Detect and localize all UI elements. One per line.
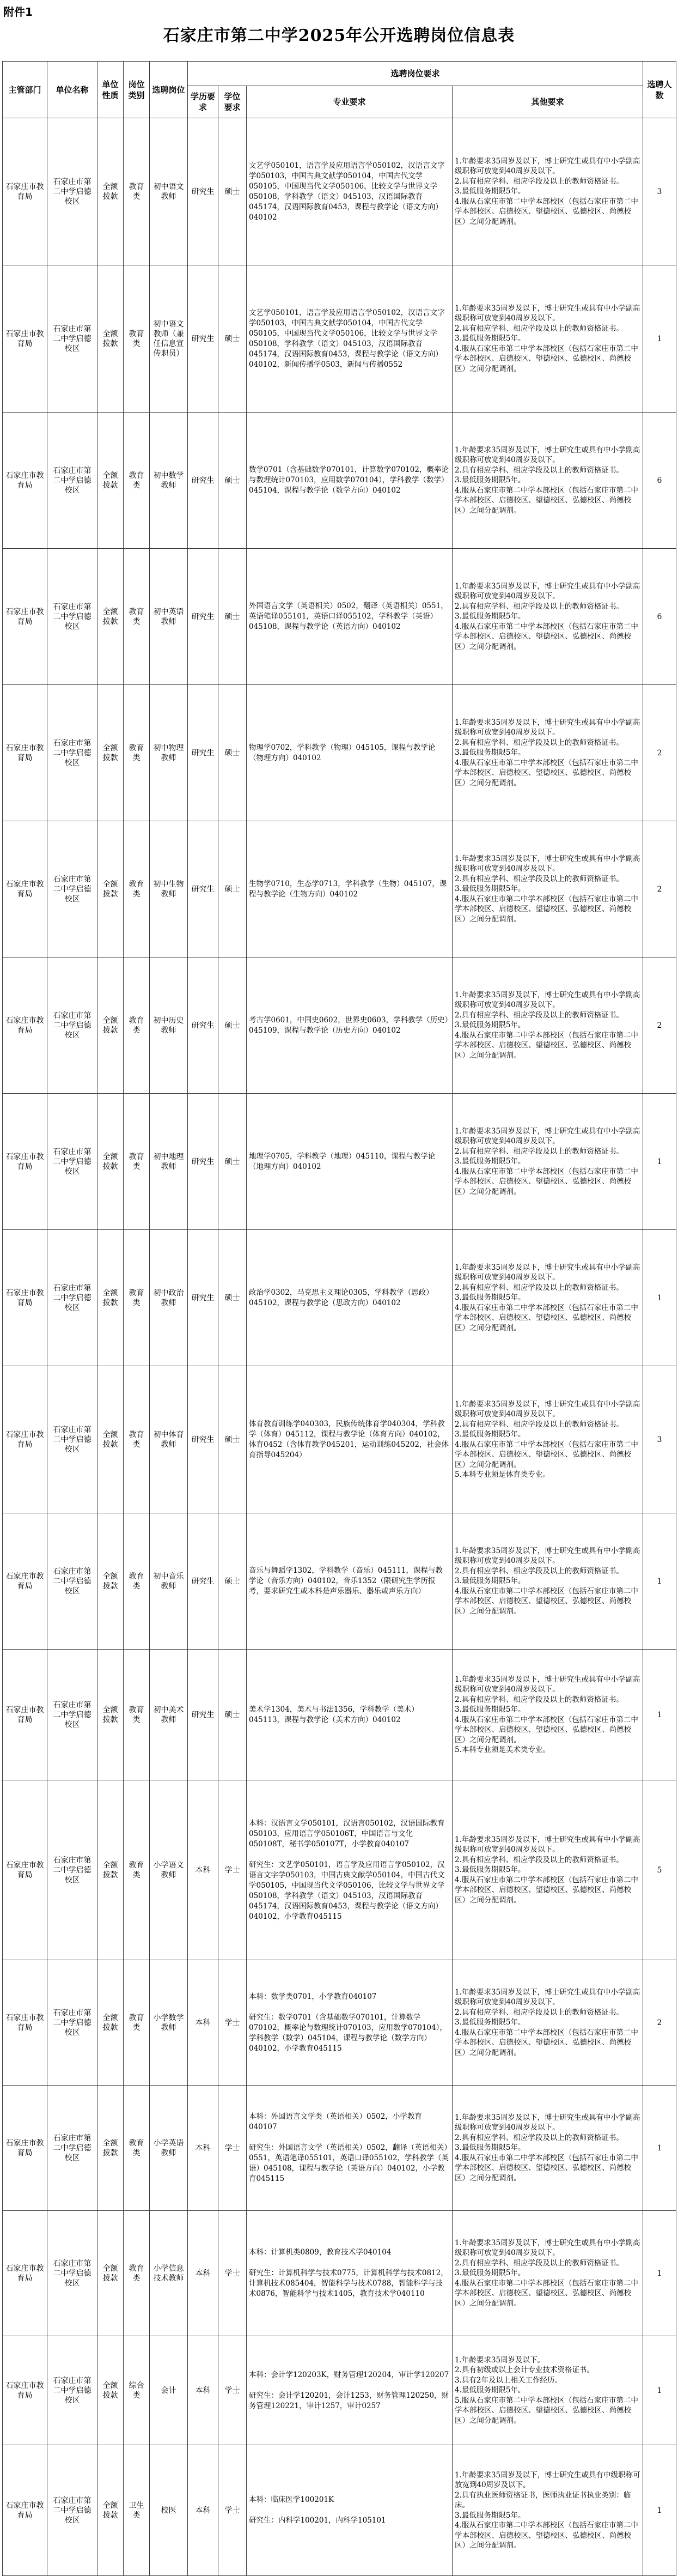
cell-post: 初中历史教师 [150,957,188,1094]
cell-post: 初中语文教师（兼任信息宣传职员） [150,265,188,413]
header-requirements: 选聘岗位要求 [188,62,643,86]
cell-dept: 石家庄市教育局 [3,2336,47,2445]
cell-nature: 全额拨款 [97,821,124,957]
cell-degree: 学士 [218,1960,247,2086]
table-row [3,1230,676,1366]
cell-other: 1.年龄要求35周岁及以下，博士研究生或具有中小学副高级职称可放宽到40周岁及以下。 2.具有相应学科、相应学段及以上的教师资格证书。 3.最低服务期限5年。 4.服从石家庄市第二中学本部校区（包括石家庄市第二中学本部校区、启德校区、望德校区、弘德校区、尚德校区）之间分配调剂。 [453,1230,643,1366]
cell-nature: 全额拨款 [97,1094,124,1230]
cell-count: 2 [643,1960,676,2086]
cell-major: 本科：汉语言文学050101，汉语言050102，汉语国际教育050103，应用语言学050106T，中国语言与文化050108T，秘书学050107T，小学教育040107 研究生：文艺学050101，语言学及应用语言学050102，汉语言文字学050103，中国古典文献学050104，中国古代文学050105，中国现当代文学050106，比较文学与世界文学050108，学科教学（语文）045103，汉语国际教育045174，汉语国际教育0453，课程与教学论（语文方向）040102，小学教育045115 [247,1780,453,1960]
cell-dept: 石家庄市教育局 [3,1650,47,1780]
cell-post: 初中政治教师 [150,1230,188,1366]
cell-major: 地理学0705，学科教学（地理）045110，课程与教学论（地理方向）040102 [247,1094,453,1230]
cell-dept: 石家庄市教育局 [3,685,47,821]
cell-post: 初中地理教师 [150,1094,188,1230]
cell-education: 本科 [188,2086,218,2211]
cell-count: 6 [643,549,676,685]
cell-nature: 全额拨款 [97,265,124,413]
cell-degree: 学士 [218,2336,247,2445]
cell-major: 本科：外国语言文学类（英语相关）0502，小学教育040107 研究生：外国语言文学（英语相关）0502，翻译（英语相关）0551，英语笔译055101，英语口译055102，学科教学（英语）045108，课程与教学论（英语方向）040102，小学教育045115 [247,2086,453,2211]
cell-post: 会计 [150,2336,188,2445]
cell-education: 研究生 [188,549,218,685]
cell-education: 研究生 [188,1650,218,1780]
cell-post: 校医 [150,2445,188,2576]
cell-category: 教育类 [124,1230,150,1366]
cell-category: 教育类 [124,685,150,821]
cell-other: 1.年龄要求35周岁及以下，博士研究生或具有中小学副高级职称可放宽到40周岁及以下。 2.具有相应学科、相应学段及以上的教师资格证书。 3.最低服务期限5年。 4.服从石家庄市第二中学本部校区（包括石家庄市第二中学本部校区、启德校区、望德校区、弘德校区、尚德校区）之间分配调剂。 [453,265,643,413]
cell-count: 3 [643,118,676,265]
cell-category: 教育类 [124,265,150,413]
cell-unit: 石家庄市第二中学启德校区 [47,1960,97,2086]
cell-category: 教育类 [124,1960,150,2086]
cell-major: 体育教育训练学040303，民族传统体育学040304，学科教学（体育）045112，课程与教学论（体育方向）040102，体育0452（含体育教学045201，运动训练045202，社会体育指导045204） [247,1366,453,1513]
cell-category: 教育类 [124,1094,150,1230]
cell-count: 1 [643,1230,676,1366]
cell-education: 本科 [188,2336,218,2445]
table-row [3,1960,676,2086]
cell-degree: 硕士 [218,685,247,821]
cell-nature: 全额拨款 [97,685,124,821]
cell-major: 考古学0601，中国史0602，世界史0603，学科教学（历史）045109，课程与教学论（历史方向）040102 [247,957,453,1094]
cell-other: 1.年龄要求35周岁及以下，博士研究生或具有中级职称可放宽到40周岁及以下。 2.具有执业医师资格证书，医师执业证书执业类别：临床。 3.最低服务期限5年。 4.服从石家庄市第二中学本部校区（包括石家庄市第二中学本部校区、启德校区、望德校区、弘德校区、尚德校区）之间分配调剂。 [453,2445,643,2576]
cell-other: 1.年龄要求35周岁及以下，博士研究生或具有中小学副高级职称可放宽到40周岁及以下。 2.具有相应学科、相应学段及以上的教师资格证书。 3.最低服务期限5年。 4.服从石家庄市第二中学本部校区（包括石家庄市第二中学本部校区、启德校区、望德校区、弘德校区、尚德校区）之间分配调剂。 [453,118,643,265]
table-row [3,2211,676,2336]
cell-unit: 石家庄市第二中学启德校区 [47,2086,97,2211]
cell-dept: 石家庄市教育局 [3,2445,47,2576]
cell-dept: 石家庄市教育局 [3,118,47,265]
cell-category: 教育类 [124,1513,150,1650]
cell-major: 政治学0302，马克思主义理论0305，学科教学（思政）045102，课程与教学论（思政方向）040102 [247,1230,453,1366]
cell-count: 1 [643,1650,676,1780]
table-row [3,413,676,549]
cell-education: 本科 [188,2211,218,2336]
cell-major: 生物学0710，生态学0713，学科教学（生物）045107，课程与教学论（生物方向）040102 [247,821,453,957]
cell-count: 1 [643,2211,676,2336]
cell-count: 6 [643,413,676,549]
table-header [3,62,676,118]
cell-dept: 石家庄市教育局 [3,1366,47,1513]
cell-dept: 石家庄市教育局 [3,413,47,549]
cell-other: 1.年龄要求35周岁及以下，博士研究生或具有中小学副高级职称可放宽到40周岁及以下。 2.具有相应学科、相应学段及以上的教师资格证书。 3.最低服务期限5年。 4.服从石家庄市第二中学本部校区（包括石家庄市第二中学本部校区、启德校区、望德校区、弘德校区、尚德校区）之间分配调剂。 [453,1960,643,2086]
cell-dept: 石家庄市教育局 [3,1094,47,1230]
cell-nature: 全额拨款 [97,1513,124,1650]
table-row [3,1513,676,1650]
header-unit: 单位名称 [47,62,97,118]
cell-category: 教育类 [124,1366,150,1513]
cell-education: 研究生 [188,413,218,549]
cell-unit: 石家庄市第二中学启德校区 [47,1366,97,1513]
cell-unit: 石家庄市第二中学启德校区 [47,265,97,413]
cell-category: 教育类 [124,549,150,685]
table-row [3,1366,676,1513]
header-education: 学历要求 [188,86,218,118]
header-count: 选聘人数 [643,62,676,118]
cell-nature: 全额拨款 [97,957,124,1094]
cell-degree: 学士 [218,1780,247,1960]
cell-nature: 全额拨款 [97,549,124,685]
header-major: 专业要求 [247,86,453,118]
header-post: 选聘岗位 [150,62,188,118]
cell-major: 文艺学050101，语言学及应用语言学050102，汉语言文字学050103，中国古典文献学050104，中国古代文学050105，中国现当代文学050106，比较文学与世界文学050108，学科教学（语文）045103，汉语国际教育045174，汉语国际教育0453，课程与教学论（语文方向）040102 [247,118,453,265]
cell-dept: 石家庄市教育局 [3,2086,47,2211]
cell-education: 研究生 [188,265,218,413]
cell-education: 研究生 [188,957,218,1094]
cell-nature: 全额拨款 [97,2086,124,2211]
cell-degree: 硕士 [218,118,247,265]
cell-post: 小学英语教师 [150,2086,188,2211]
cell-nature: 全额拨款 [97,413,124,549]
cell-degree: 硕士 [218,957,247,1094]
cell-education: 研究生 [188,1230,218,1366]
cell-other: 1.年龄要求35周岁及以下，博士研究生或具有中小学副高级职称可放宽到40周岁及以下。 2.具有相应学科、相应学段及以上的教师资格证书。 3.最低服务期限5年。 4.服从石家庄市第二中学本部校区（包括石家庄市第二中学本部校区、启德校区、望德校区、弘德校区、尚德校区）之间分配调剂。 5.本科专业须是美术类专业。 [453,1650,643,1780]
cell-unit: 石家庄市第二中学启德校区 [47,1780,97,1960]
page-title: 石家庄市第二中学2025年公开选聘岗位信息表 [163,26,515,45]
cell-nature: 全额拨款 [97,1366,124,1513]
cell-count: 2 [643,957,676,1094]
cell-nature: 全额拨款 [97,118,124,265]
cell-unit: 石家庄市第二中学启德校区 [47,685,97,821]
cell-major: 数学0701（含基础数学070101，计算数学070102，概率论与数理统计070103，应用数学070104），学科教学（数学）045104，课程与教学论（数学方向）040102 [247,413,453,549]
cell-unit: 石家庄市第二中学启德校区 [47,118,97,265]
table-body [3,118,676,2576]
cell-education: 研究生 [188,685,218,821]
cell-category: 教育类 [124,1650,150,1780]
cell-degree: 学士 [218,2445,247,2576]
table-row [3,1650,676,1780]
table-row [3,2086,676,2211]
header-category: 岗位类别 [124,62,150,118]
cell-dept: 石家庄市教育局 [3,1230,47,1366]
cell-education: 本科 [188,2445,218,2576]
cell-count: 1 [643,1513,676,1650]
cell-education: 本科 [188,1960,218,2086]
cell-unit: 石家庄市第二中学启德校区 [47,413,97,549]
cell-count: 2 [643,821,676,957]
table-row [3,1094,676,1230]
cell-post: 初中英语教师 [150,549,188,685]
attachment-label: 附件1 [3,5,33,19]
cell-education: 研究生 [188,1366,218,1513]
cell-major: 文艺学050101，语言学及应用语言学050102，汉语言文字学050103，中国古典文献学050104，中国古代文学050105，中国现当代文学050106，比较文学与世界文学050108，学科教学（语文）045103，汉语国际教育045174，汉语国际教育0453，课程与教学论（语文方向）040102，新闻传播学0503，新闻与传播0552 [247,265,453,413]
cell-post: 小学信息技术教师 [150,2211,188,2336]
cell-count: 5 [643,1780,676,1960]
cell-unit: 石家庄市第二中学启德校区 [47,1650,97,1780]
cell-unit: 石家庄市第二中学启德校区 [47,821,97,957]
cell-unit: 石家庄市第二中学启德校区 [47,2336,97,2445]
header-nature: 单位性质 [97,62,124,118]
cell-major: 本科：计算机类0809，教育技术学040104 研究生：计算机科学与技术0775，计算机科学与技术0812，计算机技术085404，智能科学与技术0788，智能科学与技术0876，智能科学与技术1405，教育技术学040110 [247,2211,453,2336]
cell-unit: 石家庄市第二中学启德校区 [47,1094,97,1230]
table-row [3,685,676,821]
cell-post: 小学数学教师 [150,1960,188,2086]
cell-nature: 全额拨款 [97,2445,124,2576]
cell-count: 1 [643,2336,676,2445]
cell-other: 1.年龄要求35周岁及以下，博士研究生或具有中小学副高级职称可放宽到40周岁及以下。 2.具有相应学科、相应学段及以上的教师资格证书。 3.最低服务期限5年。 4.服从石家庄市第二中学本部校区（包括石家庄市第二中学本部校区、启德校区、望德校区、弘德校区、尚德校区）之间分配调剂。 [453,821,643,957]
cell-dept: 石家庄市教育局 [3,549,47,685]
cell-degree: 硕士 [218,1094,247,1230]
cell-category: 教育类 [124,413,150,549]
cell-education: 研究生 [188,1513,218,1650]
cell-post: 初中物理教师 [150,685,188,821]
table-row [3,549,676,685]
cell-education: 本科 [188,1780,218,1960]
cell-degree: 硕士 [218,1513,247,1650]
cell-count: 1 [643,2086,676,2211]
cell-other: 1.年龄要求35周岁及以下。 2.具有初级或以上会计专业技术资格证书。 3.具有2年及以上相关工作经历。 4.最低服务期限5年。 5.服从石家庄市第二中学本部校区（包括石家庄市第二中学本部校区、启德校区、望德校区、弘德校区、尚德校区）之间分配调剂。 [453,2336,643,2445]
positions-table [2,61,676,2576]
cell-other: 1.年龄要求35周岁及以下，博士研究生或具有中小学副高级职称可放宽到40周岁及以下。 2.具有相应学科、相应学段及以上的教师资格证书。 3.最低服务期限5年。 4.服从石家庄市第二中学本部校区（包括石家庄市第二中学本部校区、启德校区、望德校区、弘德校区、尚德校区）之间分配调剂。 [453,413,643,549]
cell-post: 初中音乐教师 [150,1513,188,1650]
cell-category: 教育类 [124,2086,150,2211]
table-row [3,821,676,957]
cell-nature: 全额拨款 [97,1780,124,1960]
cell-degree: 硕士 [218,265,247,413]
cell-dept: 石家庄市教育局 [3,1513,47,1650]
cell-post: 初中数学教师 [150,413,188,549]
table-row [3,2445,676,2576]
cell-unit: 石家庄市第二中学启德校区 [47,957,97,1094]
cell-category: 教育类 [124,118,150,265]
table-row [3,2336,676,2445]
cell-dept: 石家庄市教育局 [3,2211,47,2336]
cell-degree: 硕士 [218,1366,247,1513]
cell-major: 外国语言文学（英语相关）0502，翻译（英语相关）0551，英语笔译055101，英语口译055102，学科教学（英语）045108，课程与教学论（英语方向）040102 [247,549,453,685]
cell-count: 2 [643,685,676,821]
cell-other: 1.年龄要求35周岁及以下，博士研究生或具有中小学副高级职称可放宽到40周岁及以下。 2.具有相应学科、相应学段及以上的教师资格证书。 3.最低服务期限5年。 4.服从石家庄市第二中学本部校区（包括石家庄市第二中学本部校区、启德校区、望德校区、弘德校区、尚德校区）之间分配调剂。 [453,1513,643,1650]
cell-major: 本科：数学类0701，小学教育040107 研究生：数学0701（含基础数学070101，计算数学070102，概率论与数理统计070103，应用数学070104），学科教学（数学）045104，课程与教学论（数学方向）040102，小学教育045115 [247,1960,453,2086]
cell-post: 小学语文教师 [150,1780,188,1960]
cell-unit: 石家庄市第二中学启德校区 [47,2445,97,2576]
cell-other: 1.年龄要求35周岁及以下，博士研究生或具有中小学副高级职称可放宽到40周岁及以下。 2.具有相应学科、相应学段及以上的教师资格证书。 3.最低服务期限5年。 4.服从石家庄市第二中学本部校区（包括石家庄市第二中学本部校区、启德校区、望德校区、弘德校区、尚德校区）之间分配调剂。 [453,957,643,1094]
cell-category: 综合类 [124,2336,150,2445]
cell-other: 1.年龄要求35周岁及以下，博士研究生或具有中小学副高级职称可放宽到40周岁及以下。 2.具有相应学科、相应学段及以上的教师资格证书。 3.最低服务期限5年。 4.服从石家庄市第二中学本部校区（包括石家庄市第二中学本部校区、启德校区、望德校区、弘德校区、尚德校区）之间分配调剂。 5.本科专业须是体育类专业。 [453,1366,643,1513]
cell-nature: 全额拨款 [97,1960,124,2086]
cell-major: 物理学0702，学科教学（物理）045105，课程与教学论（物理方向）040102 [247,685,453,821]
cell-unit: 石家庄市第二中学启德校区 [47,1230,97,1366]
cell-education: 研究生 [188,821,218,957]
cell-category: 教育类 [124,2211,150,2336]
cell-count: 3 [643,1366,676,1513]
cell-nature: 全额拨款 [97,1230,124,1366]
cell-education: 研究生 [188,118,218,265]
cell-other: 1.年龄要求35周岁及以下，博士研究生或具有中小学副高级职称可放宽到40周岁及以下。 2.具有相应学科、相应学段及以上的教师资格证书。 3.最低服务期限5年。 4.服从石家庄市第二中学本部校区（包括石家庄市第二中学本部校区、启德校区、望德校区、弘德校区、尚德校区）之间分配调剂。 [453,2086,643,2211]
cell-nature: 全额拨款 [97,1650,124,1780]
cell-education: 研究生 [188,1094,218,1230]
cell-unit: 石家庄市第二中学启德校区 [47,1513,97,1650]
cell-post: 初中美术教师 [150,1650,188,1780]
cell-category: 教育类 [124,1780,150,1960]
cell-other: 1.年龄要求35周岁及以下，博士研究生或具有中小学副高级职称可放宽到40周岁及以下。 2.具有相应学科、相应学段及以上的教师资格证书。 3.最低服务期限5年。 4.服从石家庄市第二中学本部校区（包括石家庄市第二中学本部校区、启德校区、望德校区、弘德校区、尚德校区）之间分配调剂。 [453,549,643,685]
cell-other: 1.年龄要求35周岁及以下，博士研究生或具有中小学副高级职称可放宽到40周岁及以下。 2.具有相应学科、相应学段及以上的教师资格证书。 3.最低服务期限5年。 4.服从石家庄市第二中学本部校区（包括石家庄市第二中学本部校区、启德校区、望德校区、弘德校区、尚德校区）之间分配调剂。 [453,1780,643,1960]
cell-major: 音乐与舞蹈学1302，学科教学（音乐）045111，课程与教学论（音乐方向）040102，音乐1352（限研究生学历报考，要求研究生或本科是声乐器乐、器乐或声乐方向） [247,1513,453,1650]
cell-dept: 石家庄市教育局 [3,1960,47,2086]
cell-post: 初中生物教师 [150,821,188,957]
cell-category: 卫生类 [124,2445,150,2576]
cell-unit: 石家庄市第二中学启德校区 [47,2211,97,2336]
cell-nature: 全额拨款 [97,2211,124,2336]
cell-dept: 石家庄市教育局 [3,821,47,957]
cell-other: 1.年龄要求35周岁及以下，博士研究生或具有中小学副高级职称可放宽到40周岁及以下。 2.具有相应学科、相应学段及以上的教师资格证书。 3.最低服务期限5年。 4.服从石家庄市第二中学本部校区（包括石家庄市第二中学本部校区、启德校区、望德校区、弘德校区、尚德校区）之间分配调剂。 [453,2211,643,2336]
cell-other: 1.年龄要求35周岁及以下，博士研究生或具有中小学副高级职称可放宽到40周岁及以下。 2.具有相应学科、相应学段及以上的教师资格证书。 3.最低服务期限5年。 4.服从石家庄市第二中学本部校区（包括石家庄市第二中学本部校区、启德校区、望德校区、弘德校区、尚德校区）之间分配调剂。 [453,1094,643,1230]
table-row [3,1780,676,1960]
header-other: 其他要求 [453,86,643,118]
cell-other: 1.年龄要求35周岁及以下，博士研究生或具有中小学副高级职称可放宽到40周岁及以下。 2.具有相应学科、相应学段及以上的教师资格证书。 3.最低服务期限5年。 4.服从石家庄市第二中学本部校区（包括石家庄市第二中学本部校区、启德校区、望德校区、弘德校区、尚德校区）之间分配调剂。 [453,685,643,821]
cell-post: 初中体育教师 [150,1366,188,1513]
table-row [3,957,676,1094]
cell-major: 美术学1304，美术与书法1356，学科教学（美术）045113，课程与教学论（美术方向）040102 [247,1650,453,1780]
cell-dept: 石家庄市教育局 [3,265,47,413]
cell-count: 1 [643,265,676,413]
cell-dept: 石家庄市教育局 [3,957,47,1094]
header-dept: 主管部门 [3,62,47,118]
cell-major: 本科：临床医学100201K 研究生：内科学100201，内科学105101 [247,2445,453,2576]
cell-major: 本科：会计学120203K，财务管理120204，审计学120207 研究生：会计学120201，会计1253，财务管理120250，财务管理120221，审计1257，审计0257 [247,2336,453,2445]
cell-degree: 硕士 [218,413,247,549]
cell-unit: 石家庄市第二中学启德校区 [47,549,97,685]
cell-degree: 硕士 [218,1650,247,1780]
table-row [3,265,676,413]
table-row [3,118,676,265]
cell-post: 初中语文教师 [150,118,188,265]
cell-nature: 全额拨款 [97,2336,124,2445]
cell-degree: 硕士 [218,821,247,957]
cell-degree: 硕士 [218,1230,247,1366]
cell-count: 1 [643,2445,676,2576]
cell-dept: 石家庄市教育局 [3,1780,47,1960]
cell-count: 1 [643,1094,676,1230]
header-degree: 学位要求 [218,86,247,118]
cell-degree: 学士 [218,2211,247,2336]
cell-category: 教育类 [124,957,150,1094]
cell-degree: 学士 [218,2086,247,2211]
cell-degree: 硕士 [218,549,247,685]
cell-category: 教育类 [124,821,150,957]
